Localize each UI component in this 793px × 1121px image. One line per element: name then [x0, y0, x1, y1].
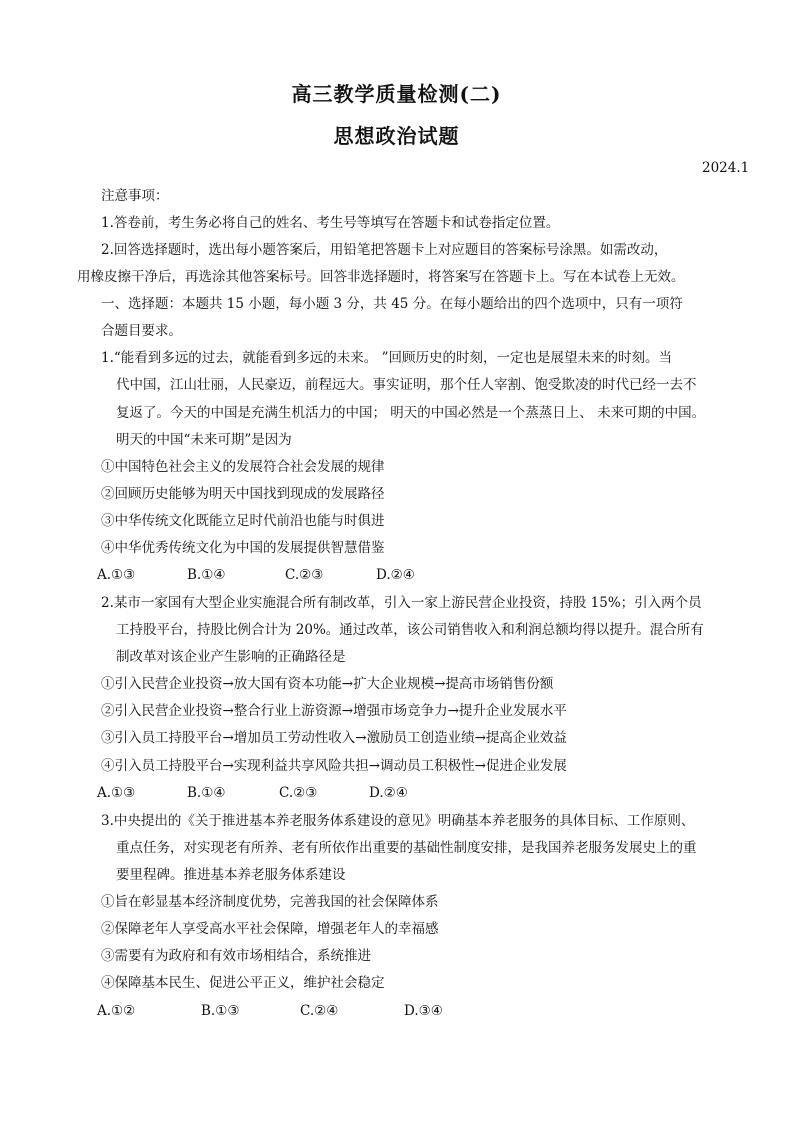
statement-item: ②引入民营企业投资→整合行业上游资源→增强市场竞争力→提升企业发展水平: [101, 703, 567, 719]
option-d: D.②④: [376, 567, 415, 583]
exam-date: 2024.1: [702, 160, 750, 176]
notice-item-1: 1.答卷前，考生务必将自己的姓名、考生号等填写在答题卡和试卷指定位置。: [101, 215, 560, 231]
question-stem-line: 3.中央提出的《关于推进基本养老服务体系建设的意见》明确基本养老服务的具体目标、工作原则、: [101, 813, 695, 829]
option-a: A.①③: [97, 567, 136, 583]
statement-item: ③中华传统文化既能立足时代前沿也能与时俱进: [101, 513, 385, 529]
statement-item: ③需要有为政府和有效市场相结合，系统推进: [101, 948, 371, 964]
statement-item: ①旨在彰显基本经济制度优势，完善我国的社会保障体系: [101, 894, 439, 910]
question-stem-line: 明天的中国“未来可期”是因为: [116, 432, 292, 448]
option-b: B.①④: [187, 785, 226, 801]
option-d: D.②④: [369, 785, 408, 801]
statement-item: ①引入民营企业投资→放大国有资本功能→扩大企业规模→提高市场销售份额: [101, 676, 554, 692]
question-stem-line: 复返了。今天的中国是充满生机活力的中国； 明天的中国必然是一个蒸蒸日上、 未来可期的中国。: [116, 405, 706, 421]
statement-item: ①中国特色社会主义的发展符合社会发展的规律: [101, 459, 385, 475]
statement-item: ④中华优秀传统文化为中国的发展提供智慧借鉴: [101, 540, 385, 556]
question-stem-line: 代中国，江山壮丽，人民豪迈，前程远大。事实证明，那个任人宰割、饱受欺凌的时代已经一去不: [116, 377, 697, 393]
option-c: C.②③: [279, 785, 318, 801]
section-heading-line-2: 合题目要求。: [101, 323, 182, 339]
statement-item: ③引入员工持股平台→增加员工劳动性收入→激励员工创造业绩→提高企业效益: [101, 730, 567, 746]
statement-item: ②回顾历史能够为明天中国找到现成的发展路径: [101, 486, 385, 502]
question-stem-line: 1.“能看到多远的过去，就能看到多远的未来。 ”回顾历史的时刻，一定也是展望未来的时刻。当: [101, 350, 672, 366]
notice-item-2-line-1: 2.回答选择题时，选出每小题答案后，用铅笔把答题卡上对应题目的答案标号涂黑。如需改动，: [101, 242, 668, 258]
statement-item: ②保障老年人享受高水平社会保障，增强老年人的幸福感: [101, 921, 439, 937]
question-stem-line: 2.某市一家国有大型企业实施混合所有制改革，引入一家上游民营企业投资，持股 15%；引入两个员: [101, 595, 702, 611]
option-b: B.①③: [201, 1003, 240, 1019]
statement-item: ④保障基本民生、促进公平正义，维护社会稳定: [101, 975, 385, 991]
section-heading-line-1: 一、选择题：本题共 15 小题，每小题 3 分，共 45 分。在每小题给出的四个选项中，只有一项符: [101, 296, 683, 312]
exam-title: 高三教学质量检测(二): [291, 82, 502, 106]
question-stem-line: 工持股平台，持股比例合计为 20%。通过改革，该公司销售收入和利润总额均得以提升。混合所有: [116, 622, 704, 638]
question-stem-line: 制改革对该企业产生影响的正确路径是: [116, 649, 346, 665]
exam-subtitle: 思想政治试题: [333, 124, 460, 148]
notice-item-2-line-2: 用橡皮擦干净后，再选涂其他答案标号。回答非选择题时，将答案写在答题卡上。写在本试卷上无效。: [77, 269, 685, 285]
question-stem-line: 重点任务，对实现老有所养、老有所依作出重要的基础性制度安排，是我国养老服务发展史上的重: [116, 840, 697, 856]
notice-heading: 注意事项：: [101, 188, 169, 204]
option-a: A.①②: [97, 1003, 136, 1019]
option-c: C.②④: [300, 1003, 339, 1019]
statement-item: ④引入员工持股平台→实现利益共享风险共担→调动员工积极性→促进企业发展: [101, 758, 567, 774]
option-b: B.①④: [187, 567, 226, 583]
option-c: C.②③: [285, 567, 324, 583]
option-d: D.③④: [404, 1003, 443, 1019]
question-stem-line: 要里程碑。推进基本养老服务体系建设: [116, 867, 346, 883]
option-a: A.①③: [97, 785, 136, 801]
